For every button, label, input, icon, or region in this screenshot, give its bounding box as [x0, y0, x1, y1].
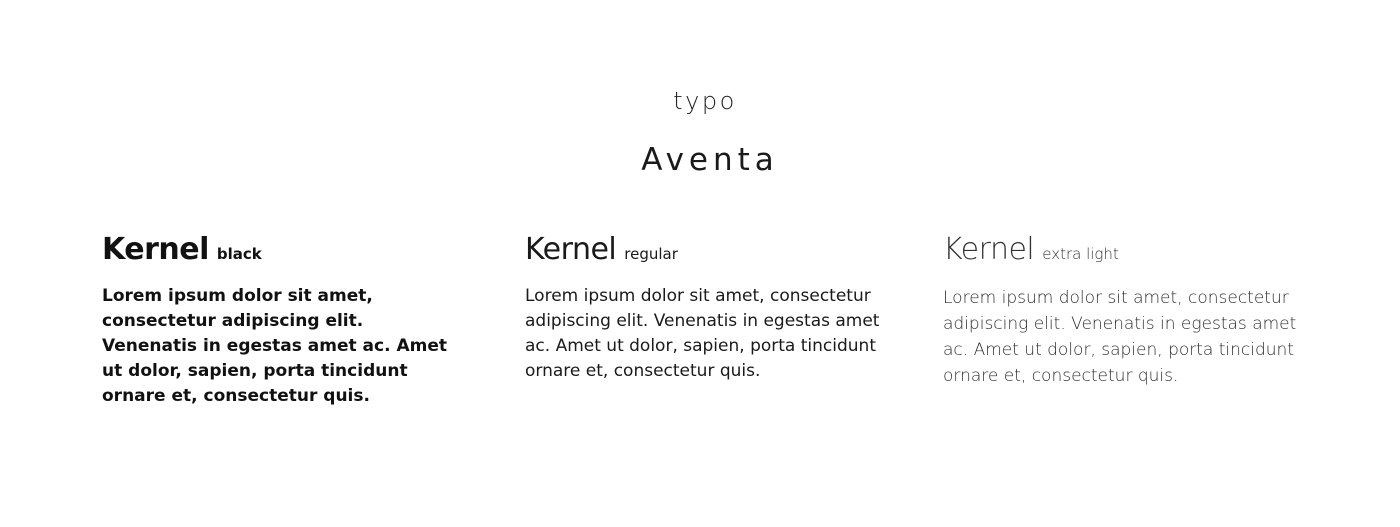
- sample-paragraph: Lorem ipsum dolor sit amet, consectetur adipiscing elit. Venenatis in egestas amet ac. Amet ut dolor, sapien, porta tincidunt ornare et, consectetur quis.: [525, 286, 880, 381]
- font-name: Kernel: [102, 232, 209, 267]
- weight-label: black: [216, 245, 262, 263]
- font-family-title: Aventa: [641, 142, 779, 178]
- weight-sample-black: [102, 230, 462, 409]
- font-name: Kernel: [525, 232, 617, 267]
- weight-sample-regular: [525, 230, 885, 384]
- weight-heading: [943, 230, 1303, 270]
- weight-label: regular: [624, 245, 678, 263]
- font-name: Kernel: [943, 232, 1035, 267]
- sample-paragraph: Lorem ipsum dolor sit amet, consectetur adipiscing elit. Venenatis in egestas amet ac. Amet ut dolor, sapien, porta tincidunt ornare et, consectetur quis.: [102, 286, 447, 406]
- weight-sample-extra-light: [943, 230, 1303, 389]
- weight-heading: [525, 230, 885, 270]
- weight-label: extra light: [1042, 245, 1119, 263]
- weight-heading: [102, 230, 462, 270]
- section-kicker: typo: [673, 87, 737, 115]
- sample-paragraph: Lorem ipsum dolor sit amet, consectetur adipiscing elit. Venenatis in egestas amet ac. Amet ut dolor, sapien, porta tincidunt ornare et, consectetur quis.: [943, 288, 1297, 386]
